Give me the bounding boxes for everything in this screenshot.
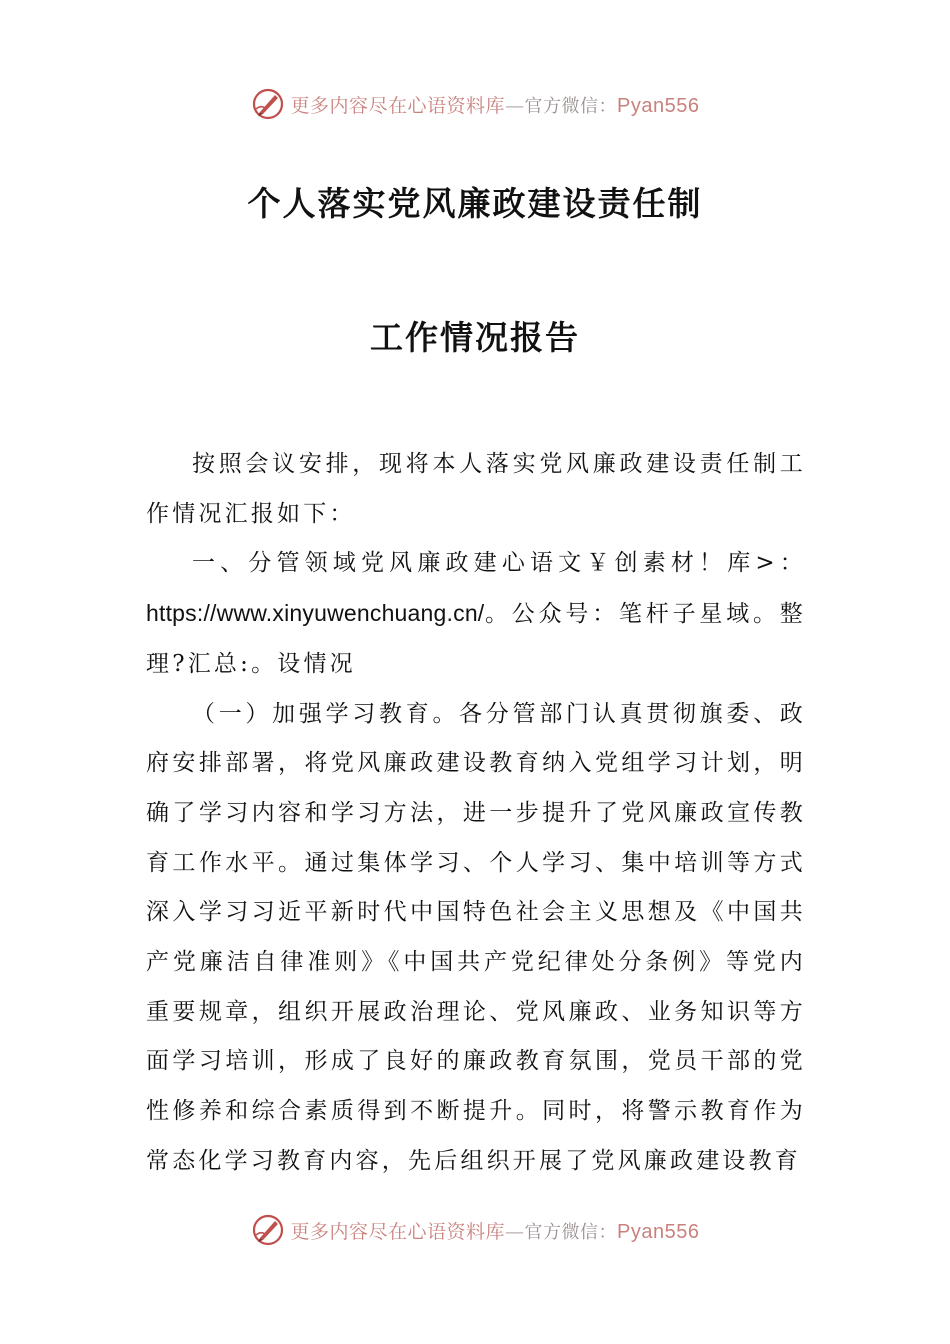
watermark-official-label: 官方微信： xyxy=(524,95,618,117)
pen-logo-icon xyxy=(251,87,285,121)
watermark-wechat-id: Pyan556 xyxy=(617,94,700,117)
watermark-separator: — xyxy=(505,1220,525,1243)
section-heading-suffix: 。公众号：笔杆子星域。整理?汇总:。设情况 xyxy=(146,601,806,677)
section-heading-prefix: 一、分管领域党风廉政建心语文￥创素材！库>： xyxy=(192,550,806,577)
watermark-wechat-id: Pyan556 xyxy=(617,1220,700,1243)
watermark-text xyxy=(291,1217,700,1244)
watermark-official-label: 官方微信： xyxy=(524,1221,618,1243)
document-title-line-2: 工作情况报告 xyxy=(370,318,580,357)
paragraph-study-education: （一）加强学习教育。各分管部门认真贯彻旗委、政府安排部署，将党风廉政建设教育纳入党组学习计划，明确了学习内容和学习方法，进一步提升了党风廉政宣传教育工作水平。通过集体学习、个人学习、集中培训等方式深入学习习近平新时代中国特色社会主义思想及《中国共产党廉洁自律准则》《中国共产党纪律处分条例》等党内重要规章，组织开展政治理论、党风廉政、业务知识等方面学习培训，形成了良好的廉政教育氛围，党员干部的党性修养和综合素质得到不断提升。同时，将警示教育作为常态化学习教育内容，先后组织开展了党风廉政建设教育 xyxy=(146,700,806,1174)
source-url: https://www.xinyuwenchuang.cn/ xyxy=(146,600,485,627)
watermark-site-text: 更多内容尽在心语资料库 xyxy=(290,1220,506,1243)
document-body xyxy=(146,440,806,1187)
paragraph-intro: 按照会议安排，现将本人落实党风廉政建设责任制工作情况汇报如下： xyxy=(146,451,806,527)
footer-watermark xyxy=(0,1210,950,1250)
pen-logo-icon xyxy=(251,1213,285,1247)
watermark-separator: — xyxy=(505,94,525,117)
watermark-site-text: 更多内容尽在心语资料库 xyxy=(290,94,506,117)
watermark-text xyxy=(291,91,700,118)
header-watermark xyxy=(0,84,950,124)
paragraph-section-heading xyxy=(146,539,806,689)
document-title-line-1: 个人落实党风廉政建设责任制 xyxy=(247,184,703,223)
